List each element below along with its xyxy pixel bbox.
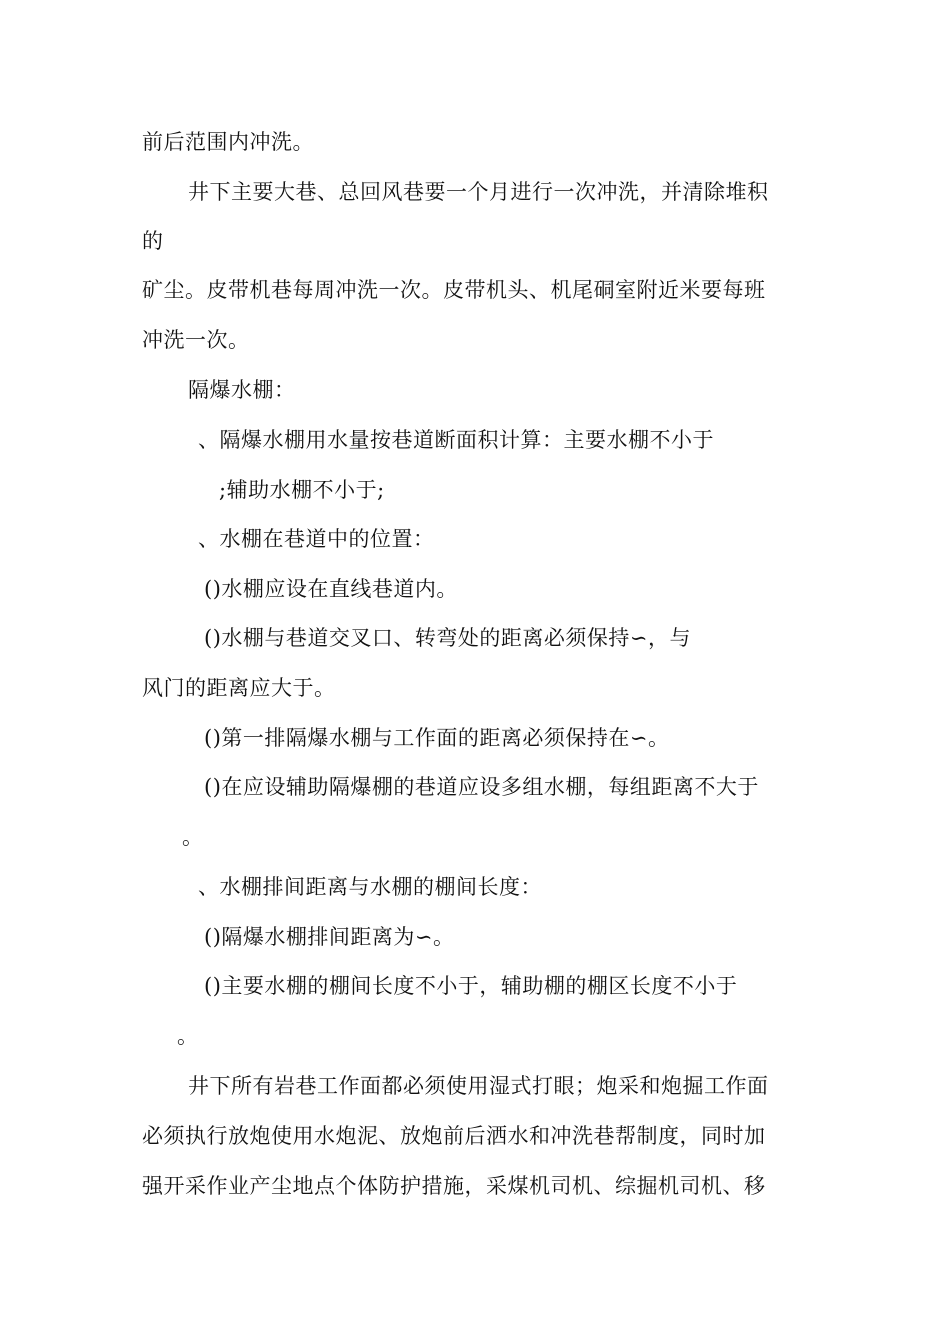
text-line: 矿尘。皮带机巷每周冲洗一次。皮带机头、机尾硐室附近米要每班 (142, 278, 766, 302)
list-item: ()水棚与巷道交叉口、转弯处的距离必须保持∽，与 (204, 626, 691, 650)
text-line: 强开采作业产尘地点个体防护措施，采煤机司机、综掘机司机、移 (142, 1174, 766, 1198)
text-line: 井下主要大巷、总回风巷要一个月进行一次冲洗，并清除堆积 (188, 180, 769, 204)
text-line: 、隔爆水棚用水量按巷道断面积计算：主要水棚不小于 (198, 428, 714, 452)
text-line: 冲洗一次。 (142, 328, 250, 352)
text-line: 前后范围内冲洗。 (142, 130, 314, 154)
text-line: 。 (177, 1024, 199, 1048)
list-item: ()在应设辅助隔爆棚的巷道应设多组水棚，每组距离不大于 (204, 775, 759, 799)
text-line: ;辅助水棚不小于; (219, 478, 385, 502)
text-line: 风门的距离应大于。 (142, 676, 336, 700)
text-line: 的 (142, 229, 164, 253)
list-item: ()主要水棚的棚间长度不小于，辅助棚的棚区长度不小于 (204, 974, 738, 998)
section-heading: 隔爆水棚： (188, 378, 296, 402)
list-item: ()隔爆水棚排间距离为∽。 (204, 925, 455, 949)
text-line: 必须执行放炮使用水炮泥、放炮前后洒水和冲洗巷帮制度，同时加 (142, 1124, 766, 1148)
text-line: 井下所有岩巷工作面都必须使用湿式打眼；炮采和炮掘工作面 (188, 1074, 769, 1098)
list-item: ()水棚应设在直线巷道内。 (204, 577, 458, 601)
text-line: 、水棚排间距离与水棚的棚间长度： (198, 875, 542, 899)
list-item: ()第一排隔爆水棚与工作面的距离必须保持在∽。 (204, 726, 670, 750)
text-line: 、水棚在巷道中的位置： (198, 527, 435, 551)
text-line: 。 (182, 825, 204, 849)
